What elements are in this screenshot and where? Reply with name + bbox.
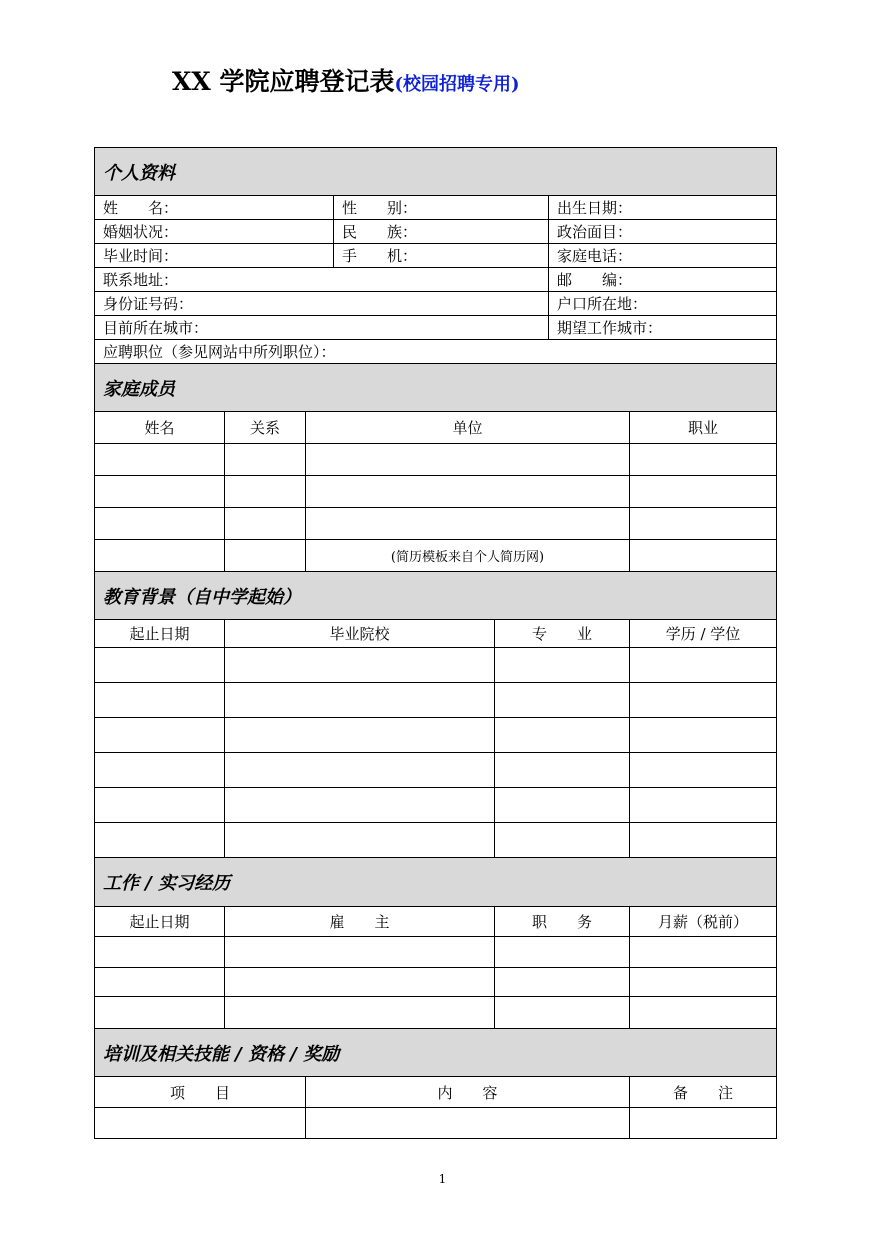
- page-number: 1: [438, 1172, 447, 1186]
- family-header-occupation: 职业: [629, 412, 776, 443]
- family-cell[interactable]: [305, 476, 629, 507]
- table-row: [95, 1107, 776, 1138]
- personal-row-1: [95, 195, 776, 219]
- education-cell[interactable]: [494, 683, 629, 717]
- hukou-field[interactable]: 户口所在地：: [548, 292, 776, 315]
- work-cell[interactable]: [224, 997, 494, 1028]
- education-cell[interactable]: [494, 788, 629, 822]
- personal-row-7: [95, 339, 776, 363]
- training-cell[interactable]: [95, 1108, 305, 1138]
- table-row: [95, 996, 776, 1028]
- family-cell[interactable]: [224, 508, 305, 539]
- family-header-name: 姓名: [144, 419, 175, 437]
- work-cell[interactable]: [224, 937, 494, 967]
- education-cell[interactable]: [224, 753, 494, 787]
- training-header-row: [95, 1076, 776, 1107]
- family-cell[interactable]: [305, 444, 629, 475]
- political-status-field[interactable]: 政治面目：: [548, 220, 776, 243]
- ethnicity-field[interactable]: 民 族：: [333, 220, 548, 243]
- education-cell[interactable]: [629, 823, 776, 857]
- family-header-relation: 关系: [224, 412, 305, 443]
- education-header-row: [95, 619, 776, 647]
- personal-row-6: [95, 315, 776, 339]
- table-row: [95, 717, 776, 752]
- family-cell[interactable]: [95, 540, 224, 571]
- work-header-dates: 起止日期: [129, 913, 190, 931]
- family-cell[interactable]: [224, 444, 305, 475]
- education-header-major: 专 业: [494, 620, 629, 647]
- work-cell[interactable]: [494, 968, 629, 996]
- education-cell[interactable]: [629, 753, 776, 787]
- work-cell[interactable]: [95, 997, 224, 1028]
- work-header-employer: 雇 主: [224, 907, 494, 936]
- address-field[interactable]: 联系地址：: [103, 271, 179, 289]
- graduation-time-field[interactable]: 毕业时间：: [103, 247, 179, 265]
- training-header-remark: 备 注: [629, 1077, 776, 1107]
- work-cell[interactable]: [629, 997, 776, 1028]
- work-cell[interactable]: [95, 968, 224, 996]
- education-cell[interactable]: [629, 718, 776, 752]
- family-cell[interactable]: [95, 476, 224, 507]
- education-cell[interactable]: [95, 823, 224, 857]
- education-cell[interactable]: [224, 823, 494, 857]
- education-cell[interactable]: [629, 683, 776, 717]
- family-cell[interactable]: [629, 444, 776, 475]
- section-title-personal: 个人资料: [95, 148, 776, 195]
- education-cell[interactable]: [95, 683, 224, 717]
- table-row: [95, 967, 776, 996]
- education-header-degree: 学历 / 学位: [629, 620, 776, 647]
- family-header-employer: 单位: [305, 412, 629, 443]
- work-header-title: 职 务: [494, 907, 629, 936]
- mobile-field[interactable]: 手 机：: [333, 244, 548, 267]
- personal-row-5: [95, 291, 776, 315]
- table-row: [95, 936, 776, 967]
- table-row: [95, 539, 776, 571]
- work-cell[interactable]: [494, 937, 629, 967]
- education-header-dates: 起止日期: [129, 625, 190, 643]
- id-number-field[interactable]: 身份证号码：: [103, 295, 194, 313]
- work-header-salary: 月薪（税前）: [629, 907, 776, 936]
- section-personal: [95, 148, 776, 195]
- work-header-row: [95, 906, 776, 936]
- family-header-row: [95, 411, 776, 443]
- section-title-training: 培训及相关技能 / 资格 / 奖励: [95, 1029, 776, 1076]
- section-work: [95, 857, 776, 906]
- current-city-field[interactable]: 目前所在城市：: [103, 319, 209, 337]
- family-cell[interactable]: [629, 540, 776, 571]
- family-cell[interactable]: [224, 540, 305, 571]
- education-cell[interactable]: [629, 648, 776, 682]
- education-cell[interactable]: [95, 788, 224, 822]
- education-cell[interactable]: [95, 718, 224, 752]
- template-source-note: (简历模板来自个人简历网): [305, 540, 629, 571]
- table-row: [95, 647, 776, 682]
- education-cell[interactable]: [494, 648, 629, 682]
- section-training: [95, 1028, 776, 1076]
- name-field[interactable]: 姓 名：: [103, 199, 179, 217]
- education-cell[interactable]: [494, 753, 629, 787]
- family-cell[interactable]: [629, 508, 776, 539]
- table-row: [95, 507, 776, 539]
- training-cell[interactable]: [629, 1108, 776, 1138]
- home-phone-field[interactable]: 家庭电话：: [548, 244, 776, 267]
- family-cell[interactable]: [95, 444, 224, 475]
- table-row: [95, 752, 776, 787]
- education-cell[interactable]: [95, 648, 224, 682]
- personal-row-2: [95, 219, 776, 243]
- section-title-education: 教育背景（自中学起始）: [95, 572, 776, 619]
- section-title-family: 家庭成员: [95, 364, 776, 411]
- family-cell[interactable]: [305, 508, 629, 539]
- education-cell[interactable]: [224, 788, 494, 822]
- personal-row-4: [95, 267, 776, 291]
- education-cell[interactable]: [224, 648, 494, 682]
- table-row: [95, 443, 776, 475]
- table-row: [95, 822, 776, 857]
- family-cell[interactable]: [224, 476, 305, 507]
- table-row: [95, 475, 776, 507]
- postcode-field[interactable]: 邮 编：: [548, 268, 776, 291]
- expected-city-field[interactable]: 期望工作城市：: [548, 316, 776, 339]
- section-education: [95, 571, 776, 619]
- page-title: [172, 62, 520, 98]
- title-main: XX 学院应聘登记表: [172, 67, 395, 96]
- education-cell[interactable]: [629, 788, 776, 822]
- education-cell[interactable]: [224, 718, 494, 752]
- marital-status-field[interactable]: 婚姻状况：: [103, 223, 179, 241]
- education-header-school: 毕业院校: [224, 620, 494, 647]
- work-cell[interactable]: [629, 937, 776, 967]
- personal-row-3: [95, 243, 776, 267]
- work-cell[interactable]: [629, 968, 776, 996]
- work-cell[interactable]: [494, 997, 629, 1028]
- application-form: [94, 147, 777, 1139]
- training-header-item: 项 目: [169, 1083, 230, 1102]
- birth-date-field[interactable]: 出生日期：: [548, 196, 776, 219]
- table-row: [95, 787, 776, 822]
- title-sub: (校园招聘专用): [394, 74, 520, 95]
- training-cell[interactable]: [305, 1108, 629, 1138]
- table-row: [95, 682, 776, 717]
- work-cell[interactable]: [95, 937, 224, 967]
- training-header-content: 内 容: [305, 1077, 629, 1107]
- section-family: [95, 363, 776, 411]
- family-cell[interactable]: [629, 476, 776, 507]
- family-cell[interactable]: [95, 508, 224, 539]
- education-cell[interactable]: [494, 823, 629, 857]
- education-cell[interactable]: [224, 683, 494, 717]
- work-cell[interactable]: [224, 968, 494, 996]
- gender-field[interactable]: 性 别：: [333, 196, 548, 219]
- position-field[interactable]: 应聘职位（参见网站中所列职位）：: [103, 343, 336, 361]
- education-cell[interactable]: [494, 718, 629, 752]
- section-title-work: 工作 / 实习经历: [95, 858, 776, 906]
- education-cell[interactable]: [95, 753, 224, 787]
